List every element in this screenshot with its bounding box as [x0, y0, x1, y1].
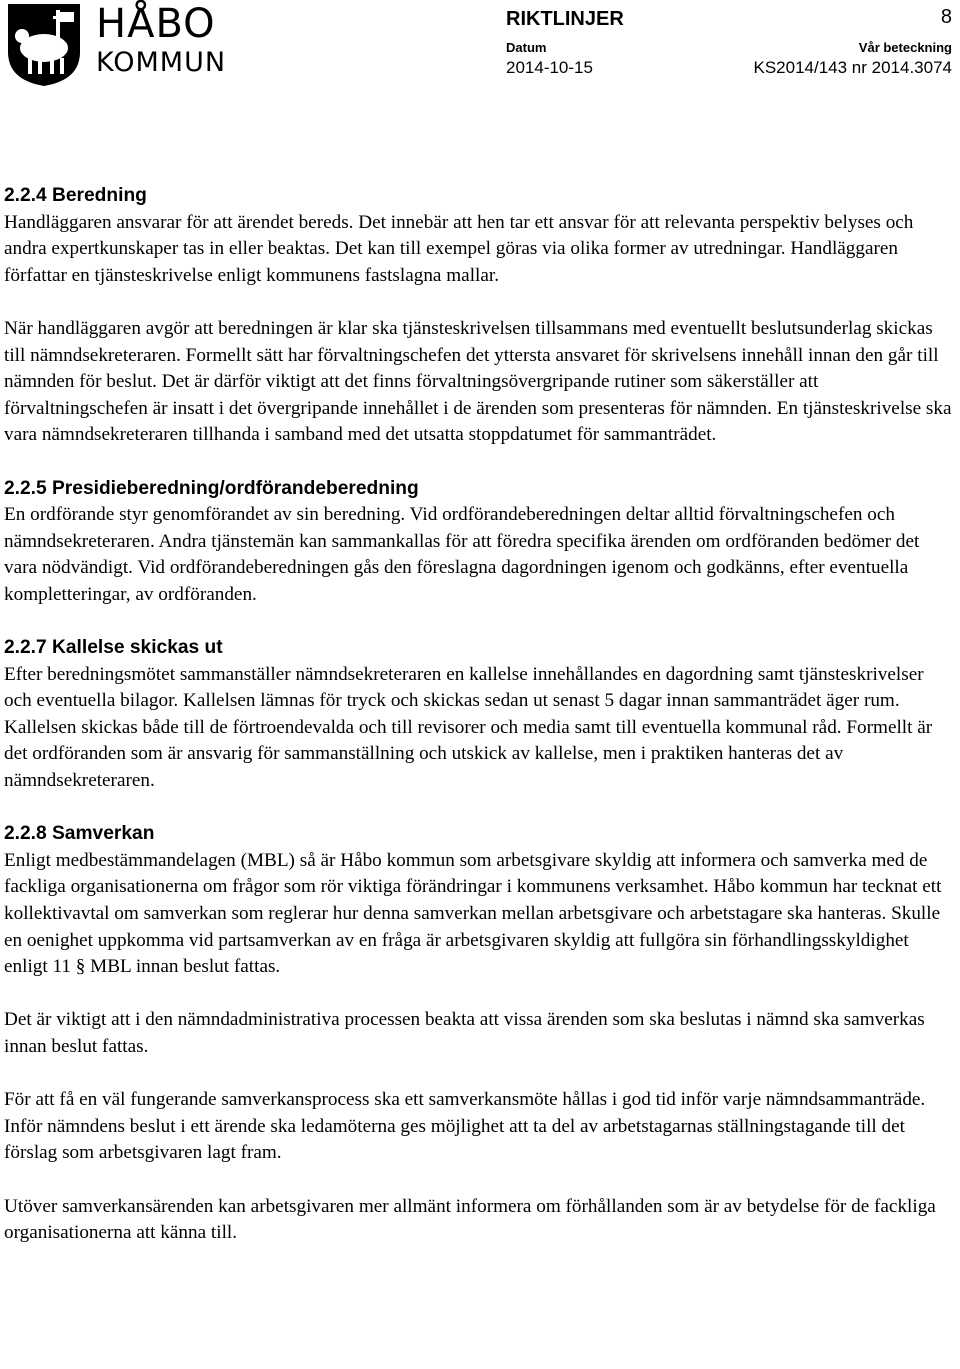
- date-label: Datum: [506, 40, 547, 55]
- wordmark-line-1: HÅBO: [96, 1, 216, 47]
- reference-label: Vår beteckning: [858, 40, 952, 55]
- reference-value: KS2014/143 nr 2014.3074: [753, 58, 952, 77]
- habo-lamb-logo-icon: [6, 2, 82, 88]
- paragraph: Det är viktigt att i den nämndadministrativa processen beakta att vissa ärenden som ska beslutas i nämnd ska samverkas innan beslut fattas.: [4, 1009, 925, 1057]
- section-heading: 2.2.7 Kallelse skickas ut: [4, 637, 223, 659]
- paragraph: När handläggaren avgör att beredningen är klar ska tjänsteskrivelsen tillsammans med eventuellt beslutsunderlag skickas till nämndsekreteraren. Formellt sätt har förvaltningschefen det yttersta ansvaret för skrivelsens innehåll innan den går till nämnden för beslut. Det är därför viktigt att det finns förvaltningsövergripande rutiner som säkerställer att förvaltningschefen är insatt i det övergripande innehållet i de ärenden som presenteras för nämnden. En tjänsteskrivelse ska vara nämndsekreteraren tillhanda i samband med det utsatta stoppdatumet för sammanträdet.: [4, 317, 952, 446]
- document-header: [0, 0, 960, 100]
- section-presidieberedning: [4, 476, 956, 609]
- section-beredning: [4, 183, 956, 449]
- paragraph: Utöver samverkansärenden kan arbetsgivaren mer allmänt informera om förhållanden som är av betydelse för de fackliga organisationerna att känna till.: [4, 1195, 936, 1244]
- section-heading: 2.2.4 Beredning: [4, 185, 147, 206]
- section-heading: 2.2.8 Samverkan: [4, 823, 155, 845]
- section-kallelse: [4, 635, 956, 795]
- paragraph: Handläggaren ansvarar för att ärendet bereds. Det innebär att hen tar ett ansvar för att relevanta perspektiv belyses och andra expertkunskaper tas in eller beaktas. Det kan till exempel göras via olika former av utredningar. Handläggaren författar en tjänsteskrivelse enligt kommunens fastslagna mallar.: [4, 211, 914, 286]
- document-body: [4, 183, 956, 1247]
- document-type: RIKTLINJER: [506, 8, 624, 30]
- paragraph: Enligt medbestämmandelagen (MBL) så är Håbo kommun som arbetsgivare skyldig att informera och samverka med de fackliga organisationerna om frågor som rör viktiga förändringar i kommunens verksamhet. Håbo kommun har tecknat ett kollektivavtal om samverkan som reglerar hur denna samverkan mellan arbetsgivare och arbetstagare ska hanteras. Skulle en oenighet uppkomma vid partsamverkan av en fråga är arbetsgivaren skyldig att fullgöra sin förhandlingsskyldighet enligt 11 § MBL innan beslut fattas.: [4, 849, 942, 978]
- paragraph: En ordförande styr genomförandet av sin beredning. Vid ordförandeberedningen deltar alltid förvaltningschefen och nämndsekreteraren. Andra tjänstemän kan sammankallas för att föredra specifika ärenden om ordföranden bedömer det vara nödvändigt. Vid ordförandeberedningen gås den föreslagna dagordningen igenom och godkänns, efter eventuella kompletteringar, av ordföranden.: [4, 504, 920, 605]
- paragraph: Efter beredningsmötet sammanställer nämndsekreteraren en kallelse innehållandes en dagordning samt tjänsteskrivelser och eventuella bilagor. Kallelsen lämnas för tryck och skickas sedan ut senast 5 dagar innan sammanträdet äger rum. Kallelsen skickas både till de förtroendevalda och till revisorer och media samt till eventuella kommunal råd. Formellt är det ordföranden som är ansvarig för sammanställning och utskick av kallelse, men i praktiken hanteras det av nämndsekreteraren.: [4, 663, 933, 792]
- paragraph: För att få en väl fungerande samverkansprocess ska ett samverkansmöte hållas i god tid inför varje nämndsammanträde. Inför nämndens beslut i ett ärende ska ledamöterna ges möjlighet att ta del av arbetstagarnas ställningstagande till det förslag som arbetsgivaren lagt fram.: [4, 1089, 926, 1164]
- date-value: 2014-10-15: [506, 58, 593, 77]
- section-samverkan: [4, 821, 956, 1247]
- page-number: 8: [940, 6, 952, 28]
- municipality-wordmark: [96, 1, 227, 79]
- wordmark-line-2: KOMMUN: [96, 47, 227, 78]
- section-heading: 2.2.5 Presidieberedning/ordförandeberedning: [4, 477, 419, 499]
